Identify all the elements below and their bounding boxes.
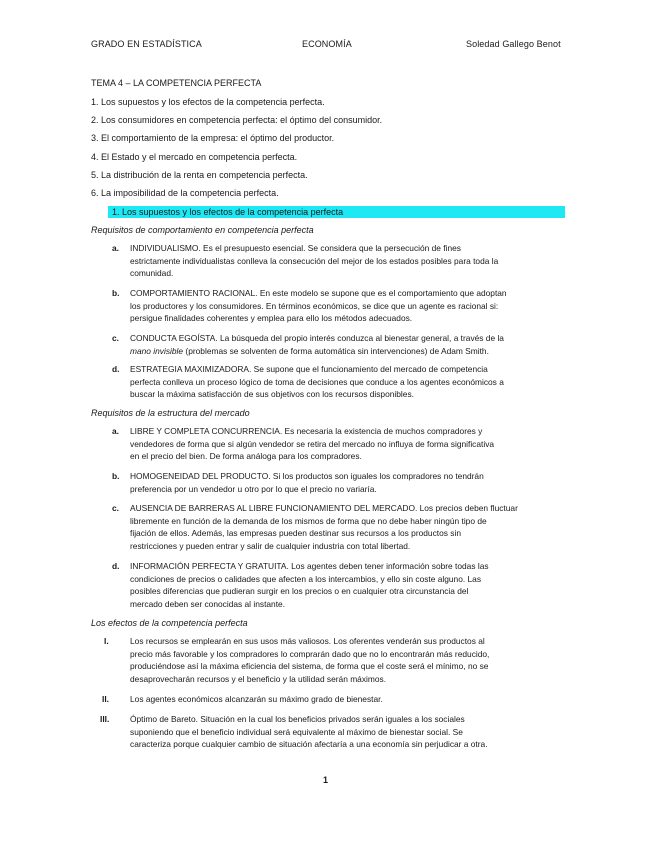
toc-item: 1. Los supuestos y los efectos de la competencia perfecta. xyxy=(91,97,325,107)
subsection-title: Requisitos de la estructura del mercado xyxy=(91,408,250,418)
toc-item: 3. El comportamiento de la empresa: el óptimo del productor. xyxy=(91,133,335,143)
item-marker: III. xyxy=(100,714,110,724)
item-marker: a. xyxy=(112,243,119,253)
list-item: INFORMACIÓN PERFECTA Y GRATUITA. Los agentes deben tener información sobre todas las condiciones de precios o calidades que afecten a los intercambios, y ello sin coste alguno. Las posibles diferencias que pudieran surgir en los precios o en cualquier otra circunstancia del mercado deben ser conocidas al instante. xyxy=(130,561,489,609)
page-number: 1 xyxy=(323,775,329,785)
toc-item: 2. Los consumidores en competencia perfecta: el óptimo del consumidor. xyxy=(91,115,383,125)
toc-item: 5. La distribución de la renta en competencia perfecta. xyxy=(91,170,308,180)
item-marker: II. xyxy=(102,694,109,704)
list-item: INDIVIDUALISMO. Es el presupuesto esencial. Se considera que la persecución de fines estrictamente individualistas conlleva la consecución del mejor de los estados posibles para toda la comunidad. xyxy=(130,243,499,279)
list-item: AUSENCIA DE BARRERAS AL LIBRE FUNCIONAMIENTO DEL MERCADO. Los precios deben fluctuar libremente en función de la demanda de los mismos de forma que no debe haber ningún tipo de fijación de ellos. Además, las empresas pueden destinar sus recursos a los productos sin restricciones y pueden entrar y salir de cualquier industria con total libertad. xyxy=(130,503,518,551)
item-marker: d. xyxy=(112,561,120,571)
subsection-title: Requisitos de comportamiento en competencia perfecta xyxy=(91,225,314,235)
item-marker: c. xyxy=(112,333,119,343)
header-right: Soledad Gallego Benot xyxy=(466,39,561,49)
list-item: CONDUCTA EGOÍSTA. La búsqueda del propio interés conduzca al bienestar general, a través de la mano invisible (problemas se solventen de forma automática sin intervenciones) de Adam Smith. xyxy=(130,333,504,356)
document-title: TEMA 4 – LA COMPETENCIA PERFECTA xyxy=(91,78,262,88)
item-marker: c. xyxy=(112,503,119,513)
list-item: LIBRE Y COMPLETA CONCURRENCIA. Es necesaria la existencia de muchos compradores y vendedores de forma que si algún vendedor se retira del mercado no influya de forma significativa en el precio del bien. De forma análoga para los compradores. xyxy=(130,426,495,462)
item-marker: b. xyxy=(112,471,120,481)
toc-item: 6. La imposibilidad de la competencia perfecta. xyxy=(91,188,279,198)
item-marker: I. xyxy=(104,636,109,646)
list-item: Óptimo de Bareto. Situación en la cual los beneficios privados serán iguales a los sociales suponiendo que el beneficio individual será equivalente al máximo de bienestar social. Se caracteriza porque cualquier cambio de situación afectaría a una economía sin perjudicar a otra. xyxy=(130,714,488,750)
item-marker: a. xyxy=(112,426,119,436)
toc-item: 4. El Estado y el mercado en competencia perfecta. xyxy=(91,152,298,162)
header-left: GRADO EN ESTADÍSTICA xyxy=(91,39,202,49)
header-center: ECONOMÍA xyxy=(302,39,352,49)
list-item: Los agentes económicos alcanzarán su máximo grado de bienestar. xyxy=(130,694,383,704)
subsection-title: Los efectos de la competencia perfecta xyxy=(91,618,248,628)
list-item: Los recursos se emplearán en sus usos más valiosos. Los oferentes venderán sus productos al precio más favorable y los compradores lo comprarán dado que no lo encontrarán más reducido, produciéndose así la máxima eficiencia del sistema, de forma que el coste será el mínimo, no se desaprovecharán recursos y el beneficio y la utilidad serán máximos. xyxy=(130,636,490,684)
list-item: ESTRATEGIA MAXIMIZADORA. Se supone que el funcionamiento del mercado de competencia perfecta conlleva un proceso lógico de toma de decisiones que conduce a los agentes económicos a buscar la máxima satisfacción de sus objetivos con los recursos disponibles. xyxy=(130,364,504,400)
list-item: HOMOGENEIDAD DEL PRODUCTO. Si los productos son iguales los compradores no tendrán preferencia por un vendedor u otro por lo que el precio no variaría. xyxy=(130,471,484,494)
item-marker: b. xyxy=(112,288,120,298)
item-marker: d. xyxy=(112,364,120,374)
list-item: COMPORTAMIENTO RACIONAL. En este modelo se supone que es el comportamiento que adoptan los productores y los consumidores. En términos económicos, se dice que un agente es racional si: persigue finalidades coherentes y emplea para ello los métodos adecuados. xyxy=(130,288,507,324)
section-heading: 1. Los supuestos y los efectos de la competencia perfecta xyxy=(112,207,344,217)
